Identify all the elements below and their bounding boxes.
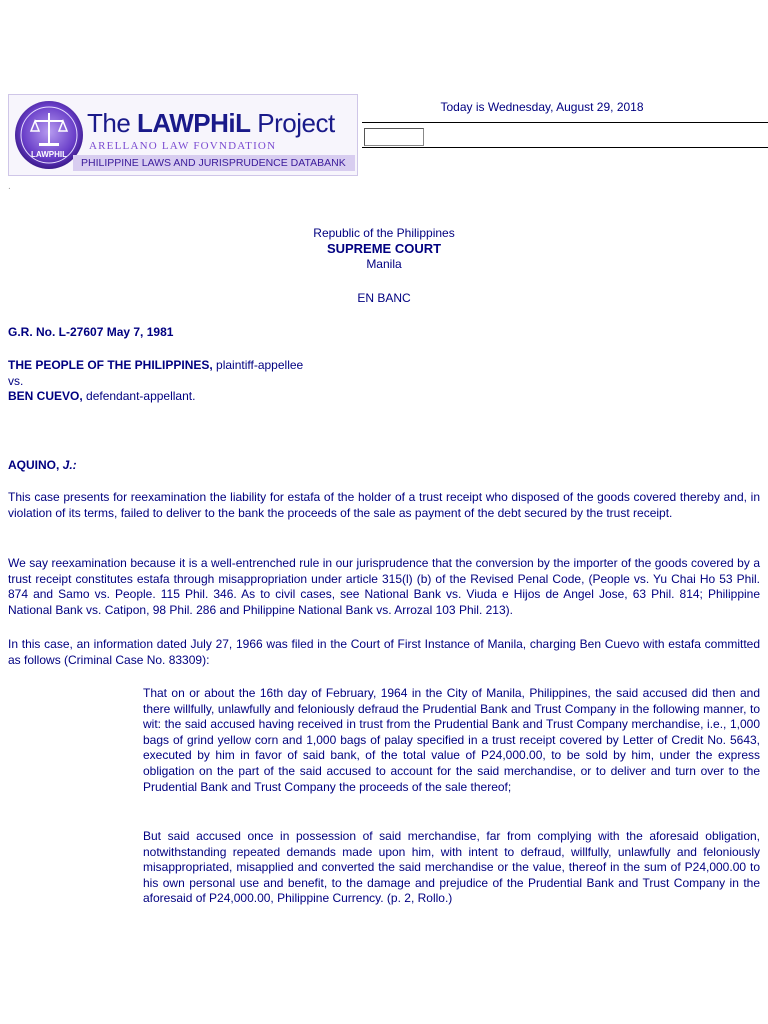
defendant-role: defendant-appellant.	[82, 389, 196, 404]
case-number: G.R. No. L-27607 May 7, 1981	[8, 325, 174, 339]
quoted-information-1: That on or about the 16th day of February, 1964 in the City of Manila, Philippines, the said accused did then and there willfully, unlawfully and feloniously defraud the Prudential Bank and Trust Company in the following manner, to wit: the said accused having received in trust from the Prudential Bank and Trust Company merchandise, i.e., 1,000 bags of grind yellow corn and 1,000 bags of palay specified in a trust receipt covered by Letter of Credit No. 5643, executed by him in favor of said bank, of the total value of P24,000.00, to be sold by him, under the express obligation on the part of the said accused to account for the said merchandise, or to deliver and turn over to the Prudential Bank and Trust Company the proceeds of the sale thereof;	[143, 686, 760, 794]
quoted-information-2: But said accused once in possession of said merchandise, far from complying with the aforesaid obligation, notwithstanding repeated demands made upon him, with intent to defraud, willfully, unlawfully and feloniously misappropriated, misapplied and converted the said merchandise or the value, thereof in the sum of P24,000.00 to his own personal use and benefit, to the damage and prejudice of the Prudential Bank and Trust Company in the aforesaid of P24,000.00, Philippine Currency. (p. 2, Rollo.)	[143, 829, 760, 906]
ponente-title: J.:	[62, 458, 77, 472]
city-label: Manila	[366, 257, 402, 271]
paragraph-1: This case presents for reexamination the liability for estafa of the holder of a trust receipt who disposed of the goods covered thereby and, in violation of its terms, failed to deliver to the bank the proceeds of the sale as payment of the debt secured by the trust receipt.	[8, 490, 760, 520]
plaintiff-role: plaintiff-appellee	[212, 358, 304, 372]
ponente	[8, 458, 760, 474]
division-label: EN BANC	[357, 291, 411, 305]
header-rule-top	[362, 122, 768, 123]
logo-foundation: ARELLANO LAW FOVNDATION	[89, 140, 277, 152]
logo-title-lawphil: LAWPHiL	[137, 108, 251, 138]
page-header	[8, 94, 760, 174]
logo-databank: PHILIPPINE LAWS AND JURISPRUDENCE DATABANK	[73, 155, 355, 171]
plaintiff-name: THE PEOPLE OF THE PHILIPPINES,	[8, 358, 213, 372]
republic-label: Republic of the Philippines	[313, 226, 455, 240]
today-date: Today is Wednesday, August 29, 2018	[440, 100, 644, 114]
paragraph-2: We say reexamination because it is a well-entrenched rule in our jurisprudence that the conversion by the importer of the goods covered by a trust receipt constitutes estafa through misappropriation under article 315(l) (b) of the Revised Penal Code, (People vs. Yu Chai Ho 53 Phil. 874 and Samo vs. People. 115 Phil. 346. As to civil cases, see National Bank vs. Viuda e Hijos de Angel Jose, 63 Phil. 814; Philippine National Bank vs. Catipon, 98 Phil. 286 and Philippine National Bank vs. Arrozal 103 Phil. 213).	[8, 556, 760, 617]
versus-label: vs.	[8, 373, 24, 388]
separator-dot: .	[8, 181, 11, 192]
svg-text:LAWPHIL: LAWPHIL	[31, 150, 67, 159]
logo-title-the: The	[87, 108, 138, 138]
logo-title-project: Project	[250, 108, 335, 138]
search-input[interactable]	[364, 128, 424, 146]
logo-title	[87, 107, 335, 141]
defendant-name: BEN CUEVO,	[8, 389, 83, 404]
lawphil-logo[interactable]	[8, 94, 358, 176]
paragraph-3: In this case, an information dated July 27, 1966 was filed in the Court of First Instance of Manila, charging Ben Cuevo with estafa committed as follows (Criminal Case No. 83309):	[8, 637, 760, 667]
header-rule-bottom	[362, 147, 768, 148]
case-parties	[8, 358, 760, 405]
court-label: SUPREME COURT	[326, 241, 442, 256]
ponente-name: AQUINO,	[8, 458, 63, 472]
